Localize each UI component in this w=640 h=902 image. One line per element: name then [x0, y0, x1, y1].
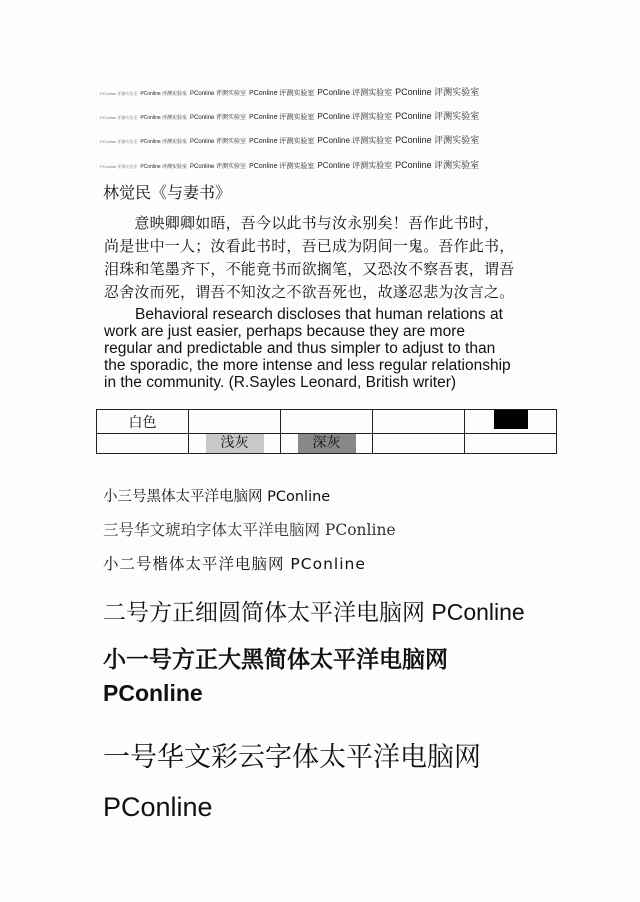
header-text: PConline 评测实验室: [249, 114, 315, 120]
header-text: PConline 评测实验室: [317, 112, 393, 120]
font-sample-2: 三号华文琥珀字体太平洋电脑网 PConline: [103, 521, 396, 539]
empty-cell: [373, 410, 465, 434]
empty-cell: [281, 410, 373, 434]
swatch-dark-gray: 深灰: [298, 434, 356, 453]
header-text: PConline 评测实验室: [100, 91, 138, 96]
font-sample-6-line2: PConline: [103, 792, 213, 822]
swatch-white: 白色: [97, 410, 189, 434]
swatch-black-cell: [465, 410, 557, 434]
header-row-4: [100, 153, 560, 169]
header-text: PConline 评测实验室: [100, 115, 138, 120]
empty-cell: [97, 434, 189, 454]
empty-cell: [373, 434, 465, 454]
empty-cell: [465, 434, 557, 454]
passage-line: the sporadic, the more intense and less regular relationship: [104, 357, 511, 374]
font-sample-5: [103, 642, 448, 710]
header-text: PConline 评测实验室: [100, 139, 138, 144]
header-row-3: [100, 128, 560, 144]
header-row-2: [100, 104, 560, 120]
header-text: PConline 评测实验室: [190, 164, 247, 169]
header-text: PConline 评测实验室: [190, 91, 247, 96]
passage-line: work are just easier, perhaps because they are more: [104, 323, 465, 340]
header-text: PConline 评测实验室: [140, 139, 188, 144]
header-text: PConline 评测实验室: [317, 161, 393, 169]
header-text: PConline 评测实验室: [140, 91, 188, 96]
passage-line: Behavioral research discloses that human relations at: [104, 306, 503, 323]
font-sample-6-line1: 一号华文彩云字体太平洋电脑网: [103, 742, 481, 772]
font-sample-1: 小三号黑体太平洋电脑网 PConline: [103, 489, 331, 505]
font-sample-5-line1: 小一号方正大黑简体太平洋电脑网: [103, 646, 448, 672]
swatch-light-gray: 浅灰: [206, 434, 264, 453]
header-text: PConline 评测实验室: [140, 115, 188, 120]
swatch-black: [494, 410, 528, 429]
empty-cell: [189, 410, 281, 434]
header-text: PConline 评测实验室: [395, 87, 480, 96]
header-text: PConline 评测实验室: [249, 90, 315, 96]
swatch-light-gray-cell: [189, 434, 281, 454]
passage-line: 忍舍汝而死，谓吾不知汝之不欲吾死也，故遂忍悲为汝言之。: [104, 283, 515, 301]
header-text: PConline 评测实验室: [317, 136, 393, 144]
color-swatch-table: [96, 409, 557, 454]
header-row-1: [100, 80, 560, 96]
passage-line: 尚是世中一人；汝看此书时，吾已成为阴间一鬼。吾作此书，: [104, 237, 515, 255]
header-text: PConline 评测实验室: [395, 111, 480, 120]
header-text: PConline 评测实验室: [317, 88, 393, 96]
chinese-passage: [104, 212, 554, 304]
document-title: 林觉民《与妻书》: [103, 183, 232, 202]
header-text: PConline 评测实验室: [395, 135, 480, 144]
header-text: PConline 评测实验室: [140, 164, 188, 169]
header-text: PConline 评测实验室: [395, 160, 480, 169]
header-text: PConline 评测实验室: [190, 139, 247, 144]
header-text: PConline 评测实验室: [249, 138, 315, 144]
passage-line: 泪珠和笔墨齐下，不能竟书而欲搁笔，又恐汝不察吾衷，谓吾: [104, 260, 515, 278]
header-text: PConline 评测实验室: [100, 164, 138, 169]
passage-line: in the community. (R.Sayles Leonard, British writer): [104, 374, 457, 391]
english-passage: [104, 306, 556, 391]
swatch-dark-gray-cell: [281, 434, 373, 454]
header-text: PConline 评测实验室: [249, 163, 315, 169]
font-sample-6: [103, 732, 481, 832]
font-sample-3: 小二号楷体太平洋电脑网 PConline: [103, 555, 366, 573]
font-sample-5-line2: PConline: [103, 680, 203, 706]
header-text: PConline 评测实验室: [190, 115, 247, 120]
font-sample-4: 二号方正细圆简体太平洋电脑网 PConline: [103, 599, 525, 625]
passage-line: 意映卿卿如晤，吾今以此书与汝永别矣！吾作此书时，: [104, 214, 500, 232]
passage-line: regular and predictable and thus simpler to adjust to than: [104, 340, 496, 357]
